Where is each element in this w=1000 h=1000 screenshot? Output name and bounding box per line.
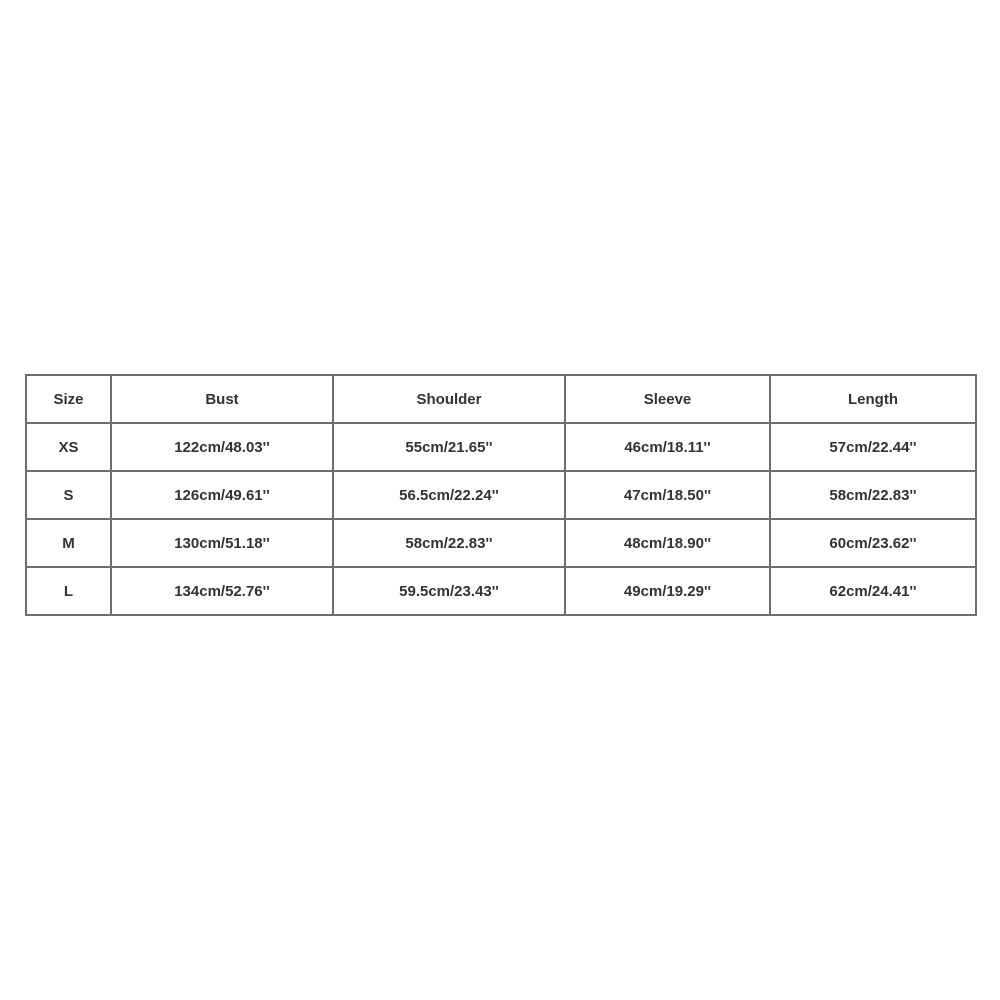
cell-size: XS	[26, 423, 111, 471]
cell-length: 60cm/23.62''	[770, 519, 976, 567]
table-header-row	[26, 375, 976, 423]
cell-size: S	[26, 471, 111, 519]
table-row	[26, 471, 976, 519]
cell-shoulder: 55cm/21.65''	[333, 423, 565, 471]
header-size: Size	[26, 375, 111, 423]
cell-length: 57cm/22.44''	[770, 423, 976, 471]
cell-bust: 130cm/51.18''	[111, 519, 333, 567]
cell-size: L	[26, 567, 111, 615]
table-row	[26, 423, 976, 471]
table-row	[26, 567, 976, 615]
cell-shoulder: 56.5cm/22.24''	[333, 471, 565, 519]
cell-length: 62cm/24.41''	[770, 567, 976, 615]
cell-bust: 122cm/48.03''	[111, 423, 333, 471]
cell-shoulder: 59.5cm/23.43''	[333, 567, 565, 615]
cell-sleeve: 46cm/18.11''	[565, 423, 770, 471]
cell-size: M	[26, 519, 111, 567]
header-length: Length	[770, 375, 976, 423]
cell-shoulder: 58cm/22.83''	[333, 519, 565, 567]
cell-bust: 126cm/49.61''	[111, 471, 333, 519]
cell-length: 58cm/22.83''	[770, 471, 976, 519]
table-row	[26, 519, 976, 567]
cell-bust: 134cm/52.76''	[111, 567, 333, 615]
cell-sleeve: 49cm/19.29''	[565, 567, 770, 615]
cell-sleeve: 47cm/18.50''	[565, 471, 770, 519]
size-chart-table	[25, 374, 977, 616]
cell-sleeve: 48cm/18.90''	[565, 519, 770, 567]
header-sleeve: Sleeve	[565, 375, 770, 423]
header-shoulder: Shoulder	[333, 375, 565, 423]
header-bust: Bust	[111, 375, 333, 423]
